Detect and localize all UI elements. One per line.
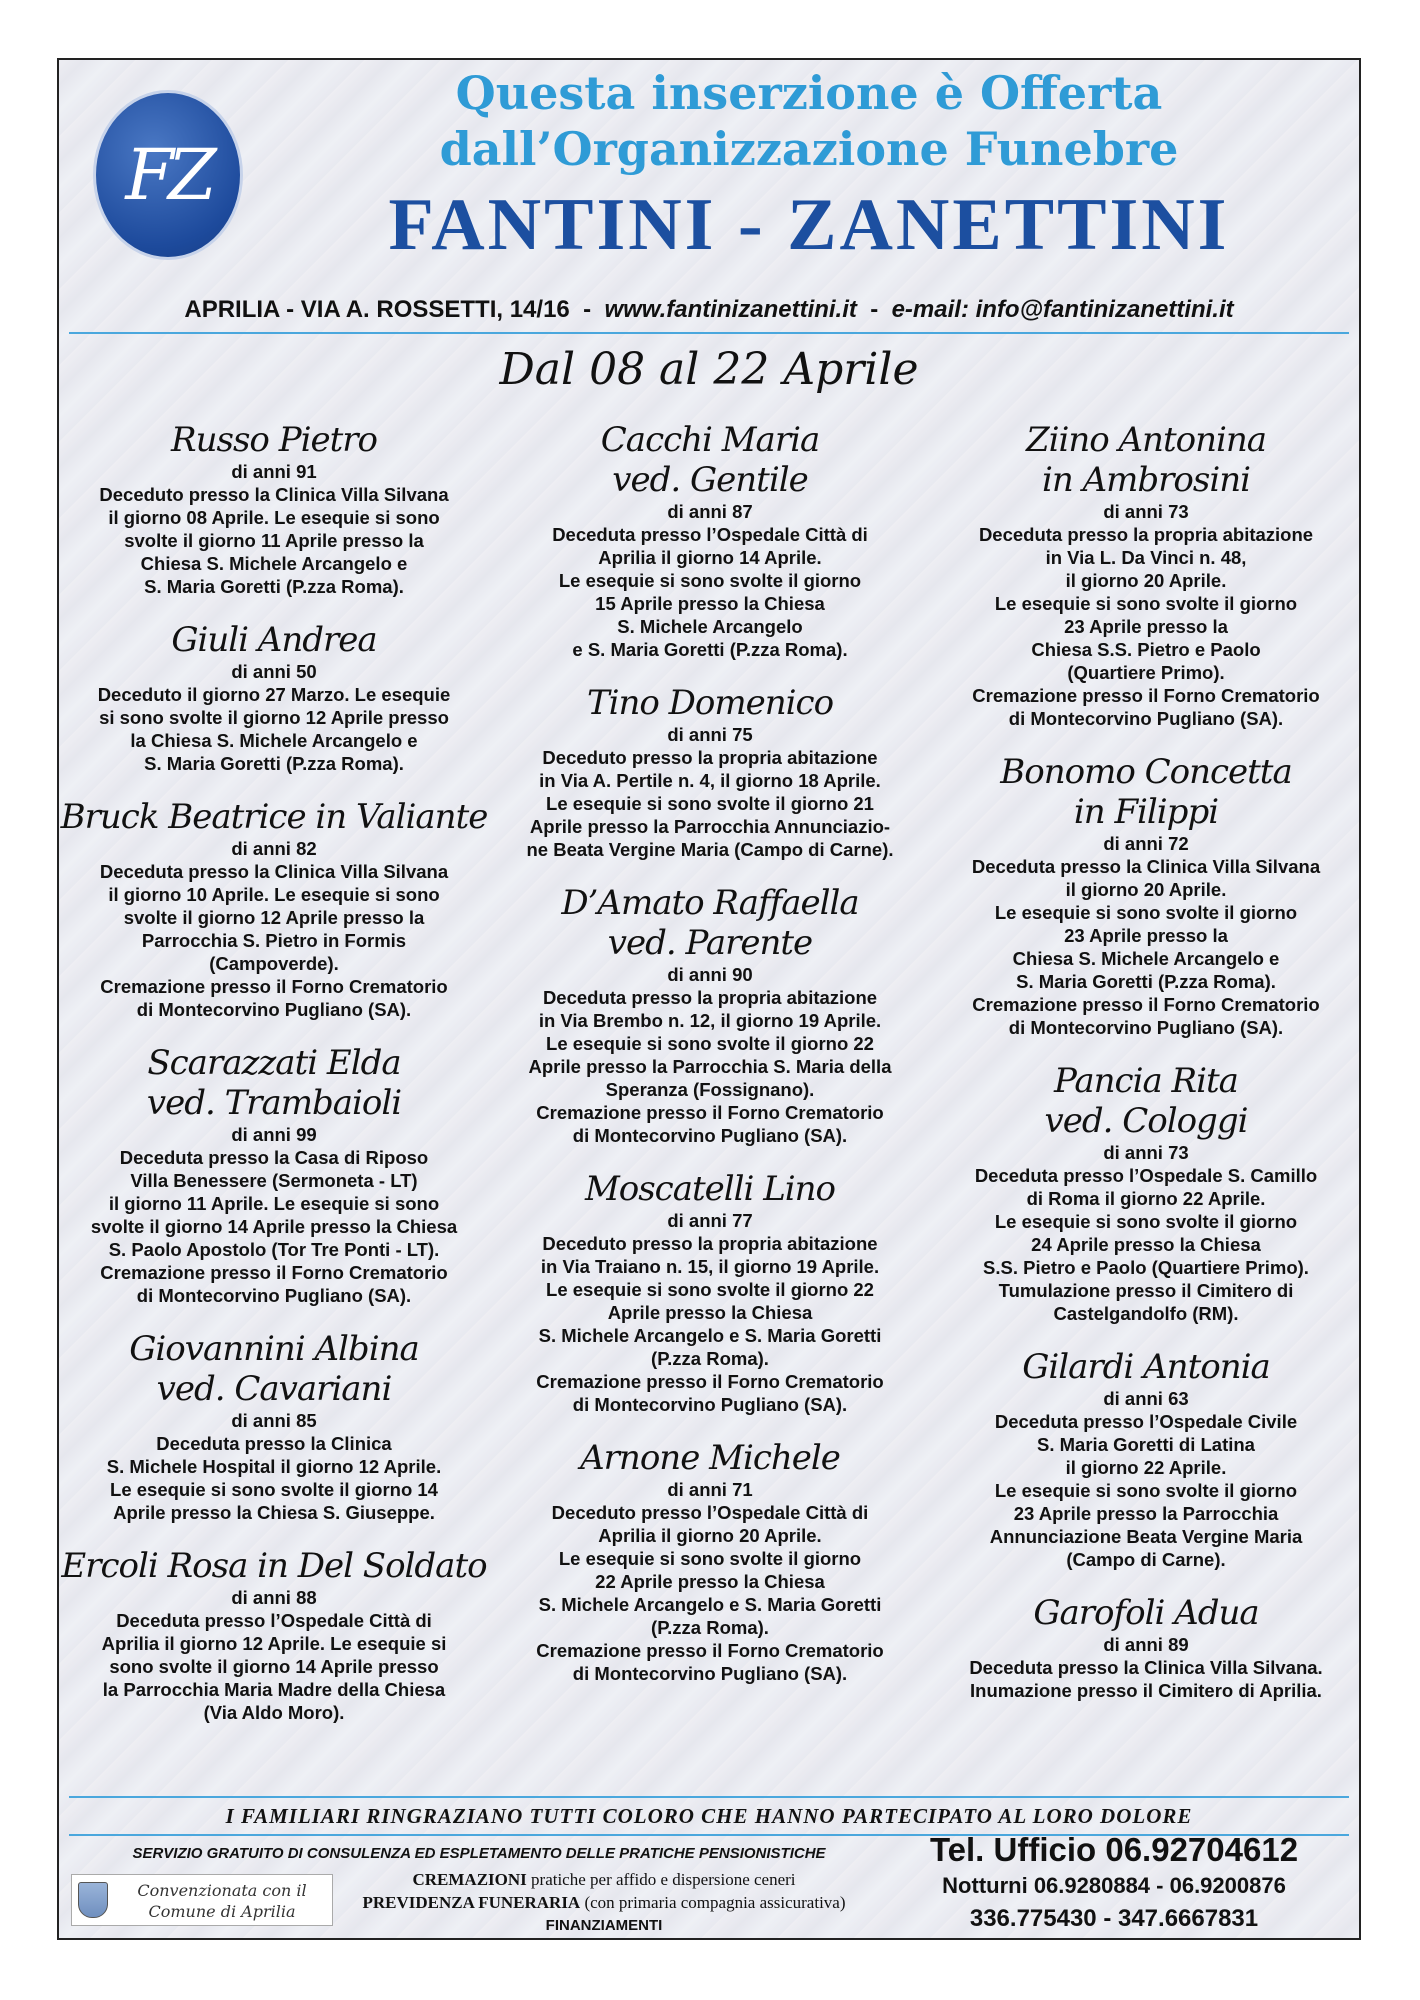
obituary-text: Deceduto il giorno 27 Marzo. Le esequie si sono svolte il giorno 12 Aprile presso la Chiesa S. Michele Arcangelo e S. Maria Goretti (P.zza Roma).: [97, 684, 451, 774]
obituary-entry: [931, 752, 1361, 1039]
deceased-age: di anni 87: [667, 501, 753, 522]
deceased-age: di anni 85: [231, 1410, 317, 1431]
deceased-age: di anni 71: [667, 1479, 753, 1500]
deceased-age: di anni 50: [231, 661, 317, 682]
service-line: SERVIZIO GRATUITO DI CONSULENZA ED ESPLETAMENTO DELLE PRATICHE PENSIONISTICHE: [132, 1845, 826, 1862]
obituary-entry: [931, 1061, 1361, 1325]
obituary-entry: [495, 1169, 925, 1416]
column-2: [495, 420, 925, 1707]
obituary-text: Deceduto presso la Clinica Villa Silvana il giorno 08 Aprile. Le esequie si sono svolte il giorno 11 Aprile presso la Chiesa S. Michele Arcangelo e S. Maria Goretti (P.zza Roma).: [99, 484, 449, 597]
obituary-entry: [495, 420, 925, 661]
deceased-name: D’Amato Raffaella ved. Parente: [561, 883, 859, 963]
obituary-text: Deceduto presso la propria abitazione in Via A. Pertile n. 4, il giorno 18 Aprile. Le esequie si sono svolte il giorno 21 Aprile presso la Parrocchia Annunciazio- ne Beata Vergine Maria (Campo di Carne).: [526, 747, 894, 860]
badge-text: [116, 1880, 328, 1922]
offer-line-1: Questa inserzione è Offerta: [455, 66, 1163, 120]
obituary-text: Deceduta presso l’Ospedale Città di Aprilia il giorno 14 Aprile. Le esequie si sono svolte il giorno 15 Aprile presso la Chiesa S. Michele Arcangelo e S. Maria Goretti (P.zza Roma).: [552, 524, 868, 660]
previdenza-label: PREVIDENZA FUNERARIA: [362, 1893, 581, 1912]
deceased-age: di anni 89: [1103, 1634, 1189, 1655]
deceased-name: Arnone Michele: [580, 1438, 840, 1478]
obituary-entry: [931, 420, 1361, 730]
deceased-name: Bruck Beatrice in Valiante: [60, 797, 488, 837]
offer-line-2: dall’Organizzazione Funebre: [439, 122, 1179, 176]
night-phones[interactable]: Notturni 06.9280884 - 06.9200876: [942, 1873, 1286, 1898]
deceased-age: di anni 82: [231, 838, 317, 859]
finanziamenti: FINANZIAMENTI: [545, 1917, 663, 1934]
column-3: [931, 420, 1361, 1724]
obituary-text: Deceduta presso l’Ospedale S. Camillo di Roma il giorno 22 Aprile. Le esequie si sono svolte il giorno 24 Aprile presso la Chiesa S.S. Pietro e Paolo (Quartiere Primo). Tumulazione presso il Cimitero di Castelgandolfo (RM).: [974, 1165, 1318, 1324]
deceased-age: di anni 91: [231, 461, 317, 482]
deceased-age: di anni 77: [667, 1210, 753, 1231]
separator: -: [870, 296, 879, 323]
obituary-text: Deceduta presso la Clinica S. Michele Hospital il giorno 12 Aprile. Le esequie si sono svolte il giorno 14 Aprile presso la Chiesa S. Giuseppe.: [106, 1433, 442, 1523]
cremazioni-label: CREMAZIONI: [412, 1870, 527, 1889]
previdenza-line: [339, 1891, 869, 1914]
obituary-entry: [59, 420, 489, 598]
deceased-age: di anni 63: [1103, 1388, 1189, 1409]
fz-logo: [93, 90, 243, 260]
phone-block: [879, 1830, 1349, 1936]
obituary-text: Deceduta presso la propria abitazione in Via L. Da Vinci n. 48, il giorno 20 Aprile. Le esequie si sono svolte il giorno 23 Aprile presso la Chiesa S.S. Pietro e Paolo (Quartiere Primo). Cremazione presso il Forno Crematorio di Montecorvino Pugliano (SA).: [972, 524, 1320, 729]
deceased-age: di anni 75: [667, 724, 753, 745]
obituary-entry: [59, 1546, 489, 1724]
previdenza-text: (con primaria compagnia assicurativa): [584, 1893, 846, 1912]
deceased-name: Garofoli Adua: [1033, 1593, 1259, 1633]
deceased-name: Cacchi Maria ved. Gentile: [600, 420, 820, 500]
obituary-text: Deceduto presso la propria abitazione in Via Traiano n. 15, il giorno 19 Aprile. Le esequie si sono svolte il giorno 22 Aprile presso la Chiesa S. Michele Arcangelo e S. Maria Goretti (P.zza Roma). Cremazione presso il Forno Crematorio di Montecorvino Pugliano (SA).: [536, 1233, 884, 1415]
obituary-entry: [931, 1347, 1361, 1571]
brand-title: FANTINI - ZANETTINI: [388, 184, 1230, 266]
deceased-name: Pancia Rita ved. Cologgi: [1044, 1061, 1248, 1141]
advertisement-frame: [57, 58, 1361, 1940]
comune-badge: [71, 1874, 333, 1926]
deceased-name: Bonomo Concetta in Filippi: [1000, 752, 1292, 832]
thanks-banner: I FAMILIARI RINGRAZIANO TUTTI COLORO CHE HANNO PARTECIPATO AL LORO DOLORE: [225, 1804, 1193, 1828]
deceased-name: Gilardi Antonia: [1022, 1347, 1270, 1387]
logo-monogram: FZ: [125, 134, 211, 216]
deceased-age: di anni 99: [231, 1124, 317, 1145]
obituary-text: Deceduta presso l’Ospedale Civile S. Maria Goretti di Latina il giorno 22 Aprile. Le esequie si sono svolte il giorno 23 Aprile presso la Parrocchia Annunciazione Beata Vergine Maria (Campo di Carne).: [989, 1411, 1303, 1570]
email-link[interactable]: e-mail: info@fantinizanettini.it: [891, 296, 1234, 323]
address: APRILIA - VIA A. ROSSETTI, 14/16: [184, 296, 570, 323]
obituary-text: Deceduta presso l’Ospedale Città di Aprilia il giorno 12 Aprile. Le esequie si sono svolte il giorno 14 Aprile presso la Parrocchia Maria Madre della Chiesa (Via Aldo Moro).: [101, 1610, 447, 1723]
column-1: [59, 420, 489, 1746]
obituary-entry: [59, 1043, 489, 1307]
deceased-name: Ziino Antonina in Ambrosini: [1025, 420, 1267, 500]
website-link[interactable]: www.fantinizanettini.it: [604, 296, 857, 323]
cremazioni-line: [339, 1868, 869, 1891]
crest-icon: [78, 1882, 108, 1918]
obituary-text: Deceduta presso la Clinica Villa Silvana. Inumazione presso il Cimitero di Aprilia.: [969, 1657, 1323, 1701]
deceased-name: Giovannini Albina ved. Cavariani: [129, 1329, 419, 1409]
obituary-entry: [59, 1329, 489, 1524]
obituary-entry: [495, 1438, 925, 1685]
office-phone[interactable]: Tel. Ufficio 06.92704612: [929, 1831, 1299, 1868]
deceased-name: Giuli Andrea: [171, 620, 377, 660]
obituary-text: Deceduta presso la Clinica Villa Silvana il giorno 20 Aprile. Le esequie si sono svolte il giorno 23 Aprile presso la Chiesa S. Michele Arcangelo e S. Maria Goretti (P.zza Roma). Cremazione presso il Forno Crematorio di Montecorvino Pugliano (SA).: [971, 856, 1321, 1038]
obituary-entry: [495, 883, 925, 1147]
deceased-name: Tino Domenico: [586, 683, 834, 723]
deceased-name: Scarazzati Elda ved. Trambaioli: [146, 1043, 402, 1123]
obituary-entry: [59, 620, 489, 775]
contact-line: [59, 298, 1359, 322]
obituary-text: Deceduta presso la Casa di Riposo Villa Benessere (Sermoneta - LT) il giorno 11 Aprile. Le esequie si sono svolte il giorno 14 Aprile presso la Chiesa S. Paolo Apostolo (Tor Tre Ponti - LT). Cremazione presso il Forno Crematorio di Montecorvino Pugliano (SA).: [90, 1147, 458, 1306]
mobile-phones[interactable]: 336.775430 - 347.6667831: [969, 1905, 1259, 1932]
deceased-age: di anni 72: [1103, 833, 1189, 854]
obituary-entry: [931, 1593, 1361, 1702]
obituary-text: Deceduta presso la propria abitazione in Via Brembo n. 12, il giorno 19 Aprile. Le esequie si sono svolte il giorno 22 Aprile presso la Parrocchia S. Maria della Speranza (Fossignano). Cremazione presso il Forno Crematorio di Montecorvino Pugliano (SA).: [528, 987, 892, 1146]
deceased-age: di anni 73: [1103, 1142, 1189, 1163]
deceased-age: di anni 73: [1103, 501, 1189, 522]
obituary-entry: [59, 797, 489, 1021]
divider-top: [69, 332, 1349, 334]
period-title: Dal 08 al 22 Aprile: [499, 344, 919, 395]
badge-line-2: Comune di Aprilia: [148, 1902, 296, 1921]
deceased-age: di anni 90: [667, 964, 753, 985]
separator: -: [583, 296, 592, 323]
obituary-entry: [495, 683, 925, 861]
deceased-age: di anni 88: [231, 1587, 317, 1608]
deceased-name: Moscatelli Lino: [584, 1169, 836, 1209]
deceased-name: Ercoli Rosa in Del Soldato: [61, 1546, 487, 1586]
cremazioni-text: pratiche per affido e dispersione ceneri: [531, 1870, 796, 1889]
deceased-name: Russo Pietro: [171, 420, 377, 460]
obituary-text: Deceduta presso la Clinica Villa Silvana il giorno 10 Aprile. Le esequie si sono svolte il giorno 12 Aprile presso la Parrocchia S. Pietro in Formis (Campoverde). Cremazione presso il Forno Crematorio di Montecorvino Pugliano (SA).: [99, 861, 449, 1020]
divider-bottom: [69, 1796, 1349, 1798]
services-block: [339, 1868, 869, 1937]
obituary-text: Deceduto presso l’Ospedale Città di Aprilia il giorno 20 Aprile. Le esequie si sono svolte il giorno 22 Aprile presso la Chiesa S. Michele Arcangelo e S. Maria Goretti (P.zza Roma). Cremazione presso il Forno Crematorio di Montecorvino Pugliano (SA).: [536, 1502, 884, 1684]
badge-line-1: Convenzionata con il: [137, 1881, 307, 1900]
